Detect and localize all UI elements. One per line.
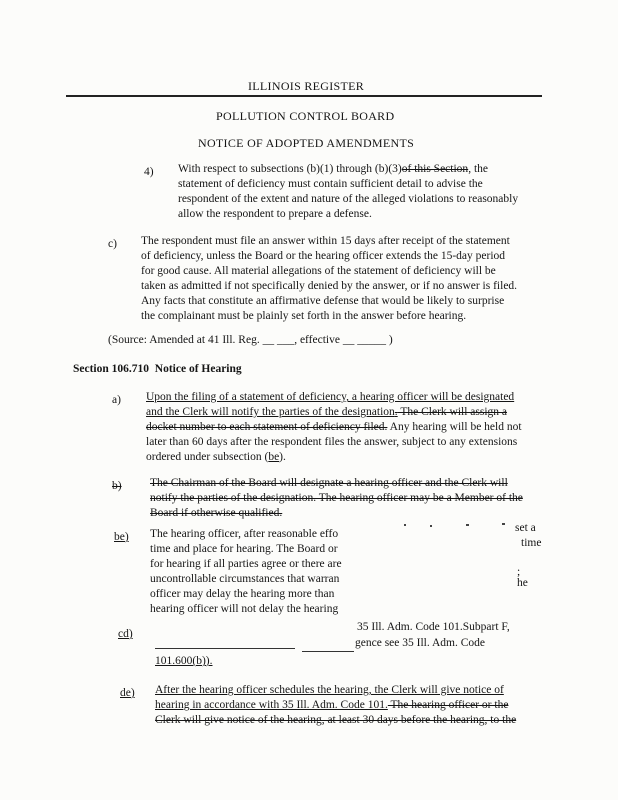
scan-speck: [404, 524, 406, 526]
scan-speck: [430, 525, 432, 527]
source-note: (Source: Amended at 41 Ill. Reg. __ ___, effective __ _____ ): [108, 334, 393, 346]
blank-rule: [302, 651, 354, 652]
item-c-line-3: for good cause. All material allegations of the statement of deficiency will be: [141, 265, 496, 277]
item-be-fragment-3: ;: [517, 566, 521, 578]
item-c-line-4: taken as admitted if not specifically denied by the answer, or if no answer is filed.: [141, 280, 518, 292]
item-b-number: b): [112, 480, 122, 492]
item-be-line-2: time and place for hearing. The Board or: [150, 543, 338, 555]
item-be-number: be): [114, 531, 129, 543]
section-heading: [73, 362, 242, 377]
item-4-line-3: respondent of the extent and nature of the alleged violations to reasonably: [178, 193, 519, 205]
item-a-line-5: ordered under subsection (be).: [146, 451, 286, 463]
item-be-line-4: uncontrollable circumstances that warran: [150, 573, 340, 585]
item-be-fragment-2: time: [521, 537, 542, 549]
item-be-fragment-4: he: [517, 577, 528, 589]
item-4-number: 4): [144, 166, 154, 178]
item-be-line-6: hearing officer will not delay the hearing: [150, 603, 339, 615]
item-c-line-6: the complainant must be plainly set forth in the answer before hearing.: [141, 310, 467, 322]
item-be-fragment-1: set a: [515, 522, 536, 534]
obscured-line-fragment: [155, 648, 295, 652]
item-a-line-3: docket number to each statement of deficiency filed. Any hearing will be held not: [146, 421, 522, 433]
board-title: POLLUTION CONTROL BOARD: [216, 109, 395, 123]
item-a-line-2: and the Clerk will notify the parties of the designation. The Clerk will assign a: [146, 406, 508, 418]
item-cd-number: cd): [118, 628, 133, 640]
item-cd-line-3: 101.600(b)).: [155, 655, 213, 667]
item-de-line-2: hearing in accordance with 35 Ill. Adm. Code 101. The hearing officer or the: [155, 699, 509, 711]
item-de-line-1: After the hearing officer schedules the hearing, the Clerk will give notice of: [155, 684, 504, 696]
item-a-number: a): [112, 394, 121, 406]
item-c-line-5: Any facts that constitute an affirmative defense that would be likely to surprise: [141, 295, 505, 307]
item-c-line-2: of deficiency, unless the Board or the hearing officer extends the 15-day period: [141, 250, 506, 262]
section-title: Notice of Hearing: [154, 363, 242, 375]
item-cd-line-1: 35 Ill. Adm. Code 101.Subpart F,: [357, 621, 510, 633]
item-4-line-2: statement of deficiency must contain sufficient detail to advise the: [178, 178, 483, 190]
item-de-line-3: Clerk will give notice of the hearing, at least 30 days before the hearing, to the: [155, 714, 517, 726]
item-4-line-4: allow the respondent to prepare a defense.: [178, 208, 372, 220]
item-be-line-5: officer may delay the hearing more than: [150, 588, 335, 600]
item-b-line-3: Board if otherwise qualified.: [150, 507, 283, 519]
item-be-line-3: for hearing if all parties agree or there are: [150, 558, 342, 570]
item-c-number: c): [108, 238, 117, 250]
item-b-line-2: notify the parties of the designation. The hearing officer may be a Member of the: [150, 492, 523, 504]
item-b-line-1: The Chairman of the Board will designate a hearing officer and the Clerk will: [150, 477, 508, 489]
section-number: Section 106.710: [73, 363, 150, 375]
item-cd-line-2: gence see 35 Ill. Adm. Code: [355, 637, 485, 649]
notice-title: NOTICE OF ADOPTED AMENDMENTS: [198, 136, 415, 150]
item-be-line-1: The hearing officer, after reasonable effo: [150, 528, 339, 540]
item-a-line-1: Upon the filing of a statement of deficiency, a hearing officer will be designated: [146, 391, 515, 403]
scan-speck: [466, 524, 469, 526]
header-rule: [66, 95, 542, 97]
item-c-line-1: The respondent must file an answer within 15 days after receipt of the statement: [141, 235, 510, 247]
item-4-line-1: With respect to subsections (b)(1) through (b)(3)of this Section, the: [178, 163, 488, 175]
item-a-line-4: later than 60 days after the respondent files the answer, subject to any extensions: [146, 436, 518, 448]
item-de-number: de): [120, 687, 135, 699]
scan-speck: [502, 523, 505, 525]
register-title: ILLINOIS REGISTER: [248, 79, 365, 93]
